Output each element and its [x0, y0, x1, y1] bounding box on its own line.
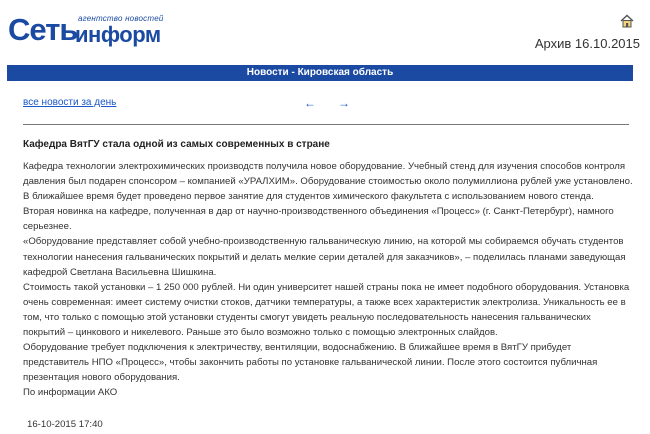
article-line: давления был подарен спонсором – компанией «УРАЛХИМ». Оборудование стоимостью около полумиллиона рублей уже установлено. [23, 176, 633, 188]
section-bar: Новости - Кировская область [7, 65, 633, 81]
article-line: кафедрой Светлана Васильевна Шишкина. [23, 266, 217, 278]
article-date: 16-10-2015 17:40 [27, 419, 103, 430]
logo-text-secondary: информ [75, 22, 161, 47]
site-logo[interactable] [8, 8, 188, 50]
divider [23, 124, 629, 125]
article-line: презентация нового оборудования. [23, 372, 180, 384]
article-line: технологии нанесения гальванических покрытий и делать мелкие серии деталей для заказчиков», – поделилась планами заведующая [23, 251, 626, 263]
article-source: По информации АКО [23, 387, 118, 399]
prev-arrow-icon[interactable]: ← [304, 96, 316, 110]
article-line: Кафедра технологии электрохимических производств получила новое оборудование. Учебный стенд для изучения способов контроля [23, 161, 626, 172]
article-line: В ближайшее время будет проведено первое занятие для студентов химического факультета с использованием нового стенда. [23, 191, 594, 203]
article-line: «Оборудование представляет собой учебно-производственную гальваническую линию, на которой мы собираемся обучать студентов [23, 236, 624, 248]
all-news-link[interactable]: все новости за день [23, 97, 117, 108]
article-line: очень современная: имеет систему очистки стоков, датчики температуры, а также всех характеристик электролиза. Уникальность ее в [23, 296, 626, 308]
article-line: Оборудование требует подключения к электричеству, вентиляции, водоснабжению. В ближайшее время в ВятГУ прибудет [23, 342, 572, 354]
next-arrow-icon[interactable]: → [338, 96, 350, 110]
article-line: Вторая новинка на кафедре, полученная в дар от научно-производственного объединения «Процесс» (г. Санкт-Петербург), намного [23, 206, 614, 218]
article-line: серьезнее. [23, 221, 72, 233]
archive-date: Архив 16.10.2015 [534, 36, 640, 51]
article-line: представитель НПО «Процесс», чтобы закончить работы по установке гальванической линии. После этого состоится публичная [23, 357, 598, 369]
article-line: покрытий – цинкового и никелевого. Раньше это было возможно только с помощью электронных слайдов. [23, 327, 498, 339]
article-title: Кафедра ВятГУ стала одной из самых современных в стране [23, 139, 330, 150]
article-line: Стоимость такой установки – 1 250 000 рублей. Ни один университет нашей страны пока не имеет подобного оборудования. Установка [23, 281, 630, 293]
article-line: том, что только с помощью этой установки студенты смогут увидеть реальную последовательность нанесения гальванических [23, 311, 591, 323]
article-body [23, 159, 635, 401]
logo-tagline: агентство новостей [78, 14, 164, 23]
logo-text-main: Сеть [8, 12, 78, 47]
home-icon[interactable] [620, 14, 634, 28]
